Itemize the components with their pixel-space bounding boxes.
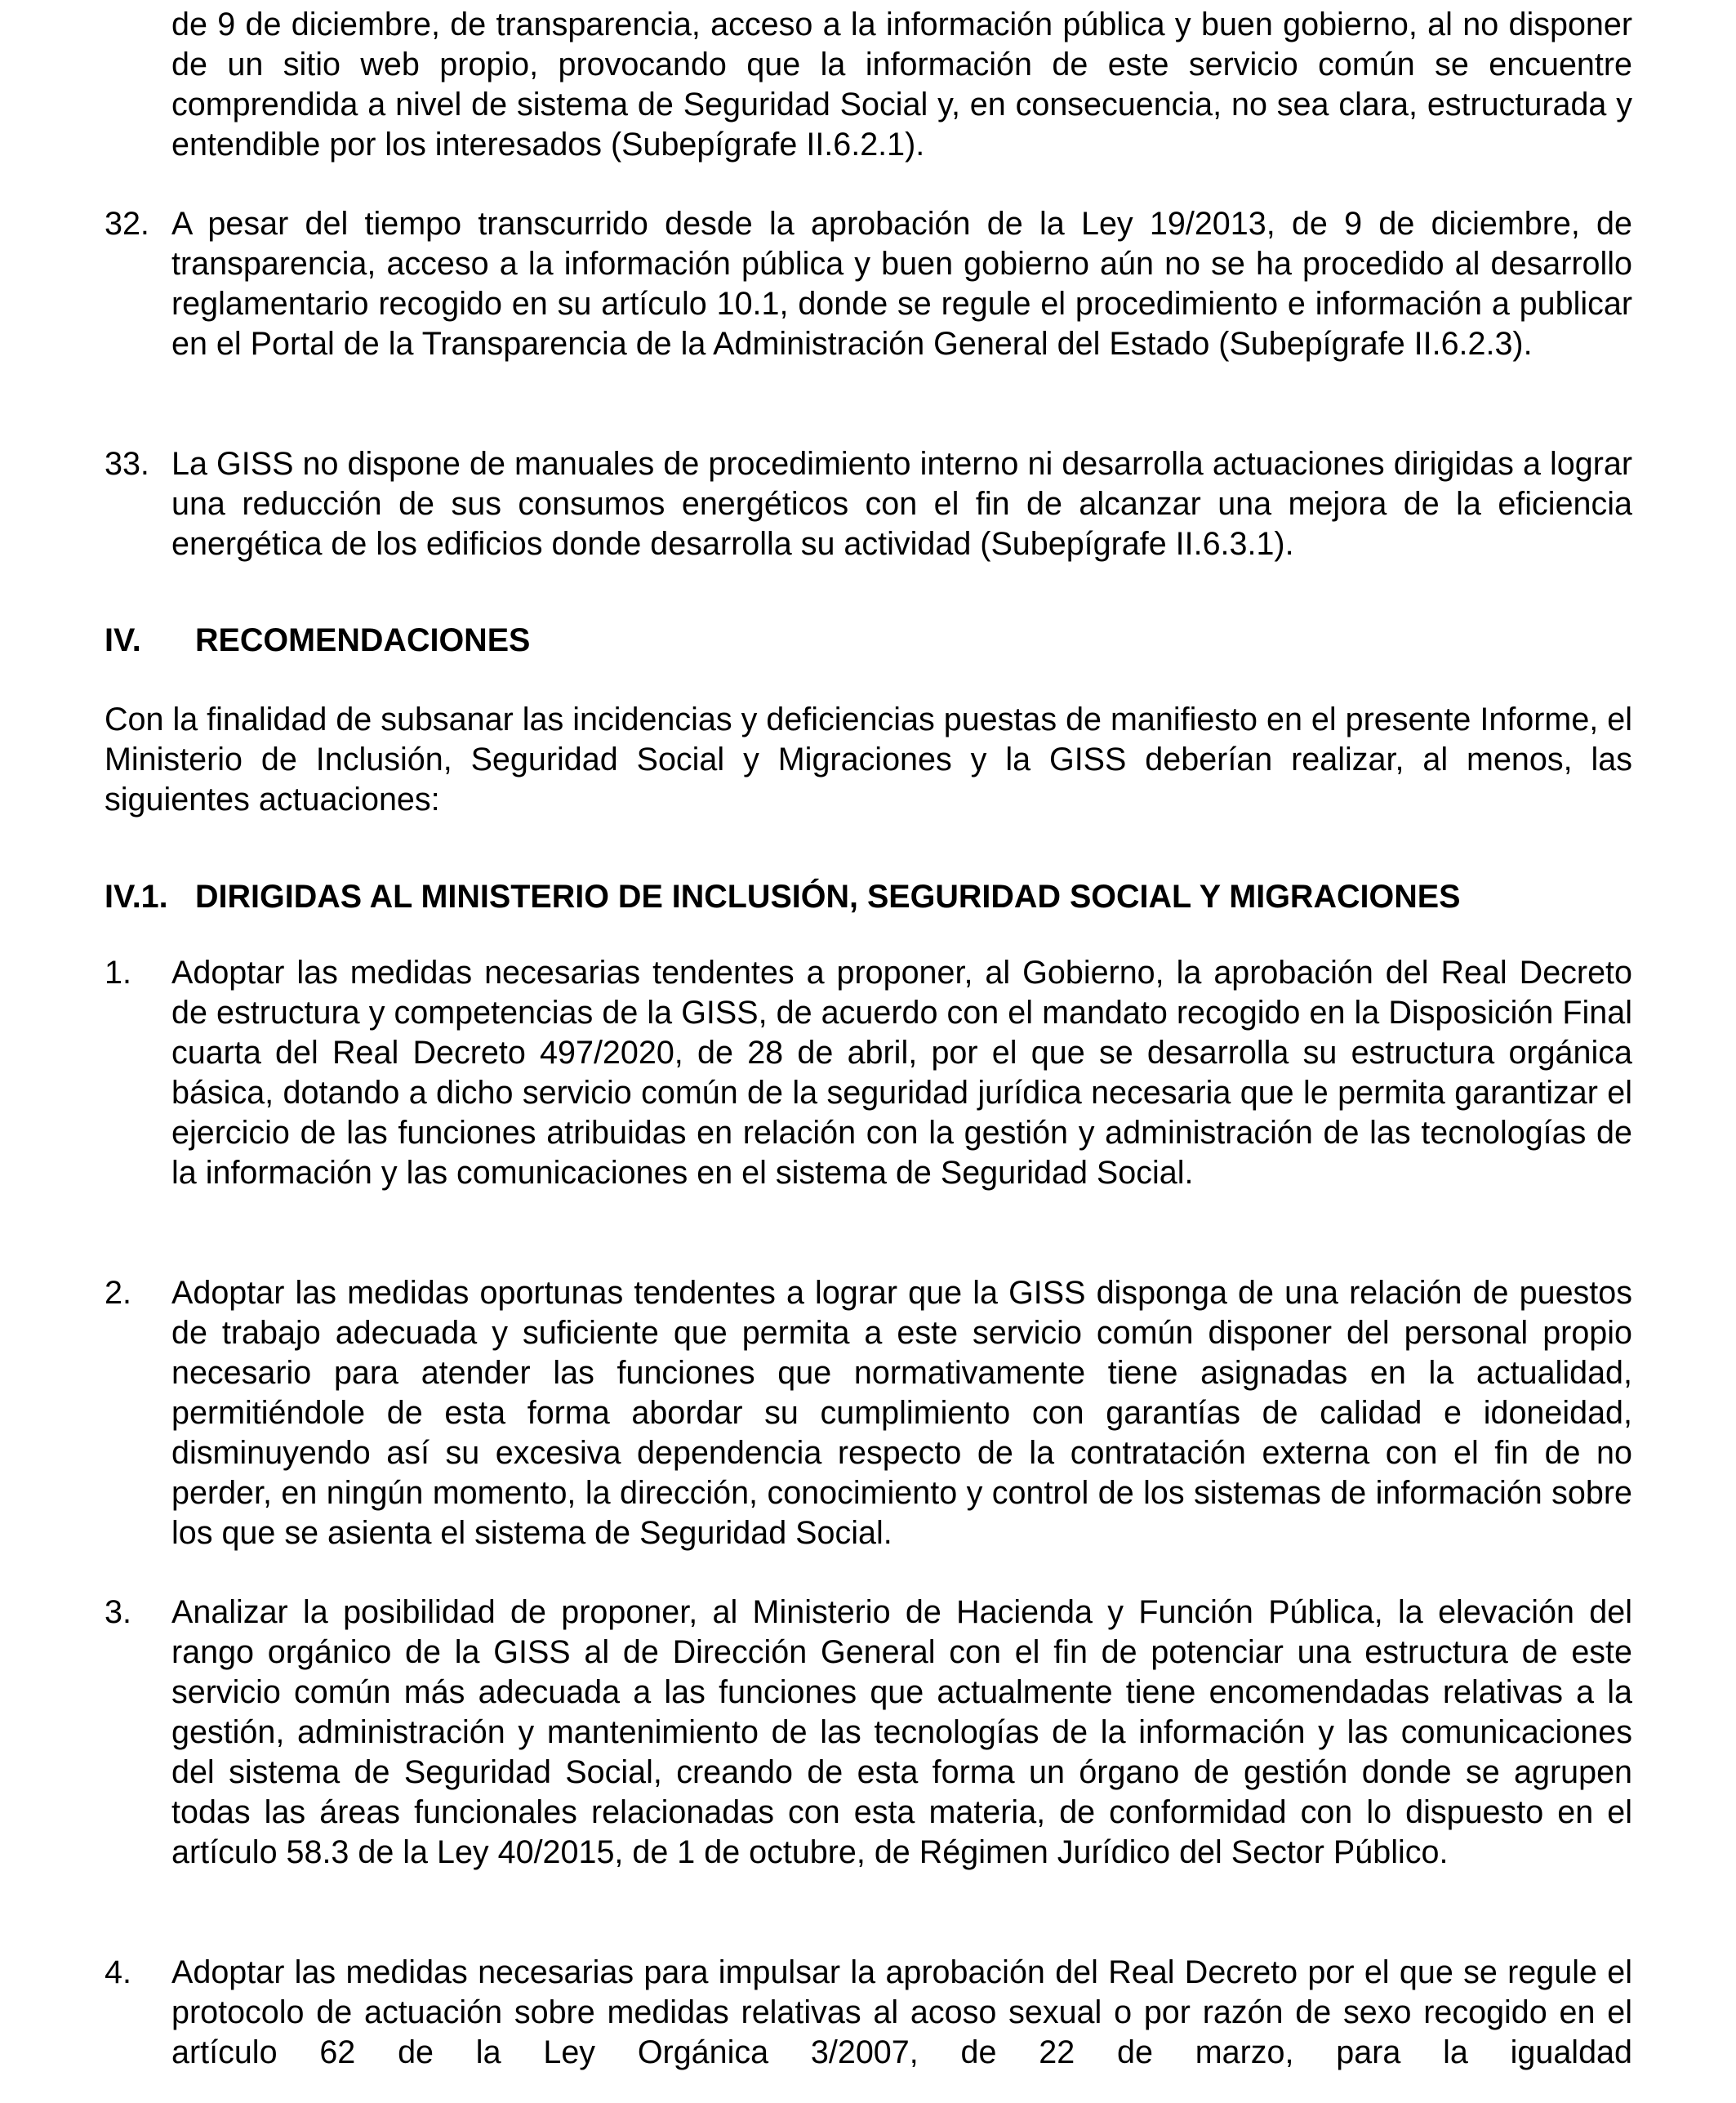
recommendation-number: 1.: [105, 955, 131, 991]
section-intro: Con la finalidad de subsanar las incidencias y deficiencias puestas de manifiesto en el presente Informe, el Ministerio de Inclusión, Seguridad Social y Migraciones y la GISS deberían realizar, al menos, las siguientes actuaciones:: [105, 702, 1632, 818]
recommendation-text: Adoptar las medidas oportunas tendentes a lograr que la GISS disponga de una relación de puestos de trabajo adecuada y suficiente que permita a este servicio común disponer del personal propio necesario para atender las funciones que normativamente tiene asignadas en la actualidad, permitiéndole de esta forma abordar su cumplimiento con garantías de calidad e idoneidad, disminuyendo así su excesiva dependencia respecto de la contratación externa con el fin de no perder, en ningún momento, la dirección, conocimiento y control de los sistemas de información sobre los que se asienta el sistema de Seguridad Social.: [171, 1275, 1632, 1551]
section-heading: [105, 621, 530, 661]
conclusion-number: 32.: [105, 206, 149, 242]
continuation-text: de 9 de diciembre, de transparencia, acceso a la información pública y buen gobierno, al no disponer de un sitio web propio, provocando que la información de este servicio común se encuentre comprendida a nivel de sistema de Seguridad Social y, en consecuencia, no sea clara, estructurada y entendible por los interesados (Subepígrafe II.6.2.1).: [171, 7, 1632, 163]
recommendation-number: 2.: [105, 1275, 131, 1311]
recommendation-number: 4.: [105, 1954, 131, 1990]
conclusion-text: A pesar del tiempo transcurrido desde la aprobación de la Ley 19/2013, de 9 de diciembre, de transparencia, acceso a la información pública y buen gobierno aún no se ha procedido al desarrollo reglamentario recogido en su artículo 10.1, donde se regule el procedimiento e información a publicar en el Portal de la Transparencia de la Administración General del Estado (Subepígrafe II.6.2.3).: [171, 206, 1632, 362]
section-number: IV.: [105, 622, 141, 658]
recommendation-text: Adoptar las medidas necesarias para impulsar la aprobación del Real Decreto por el que se regule el protocolo de actuación sobre medidas relativas al acoso sexual o por razón de sexo recogido en el artículo 62 de la Ley Orgánica 3/2007, de 22 de marzo, para la igualdad: [171, 1954, 1632, 2070]
recommendation-number: 3.: [105, 1594, 131, 1630]
conclusion-text: La GISS no dispone de manuales de procedimiento interno ni desarrolla actuaciones dirigidas a lograr una reducción de sus consumos energéticos con el fin de alcanzar una mejora de la eficiencia energética de los edificios donde desarrolla su actividad (Subepígrafe II.6.3.1).: [171, 446, 1632, 562]
subsection-number: IV.1.: [105, 879, 168, 915]
subsection-heading: [105, 877, 1460, 917]
subsection-title: DIRIGIDAS AL MINISTERIO DE INCLUSIÓN, SEGURIDAD SOCIAL Y MIGRACIONES: [195, 879, 1461, 915]
recommendation-text: Adoptar las medidas necesarias tendentes a proponer, al Gobierno, la aprobación del Real Decreto de estructura y competencias de la GISS, de acuerdo con el mandato recogido en la Disposición Final cuarta del Real Decreto 497/2020, de 28 de abril, por el que se desarrolla su estructura orgánica básica, dotando a dicho servicio común de la seguridad jurídica necesaria que le permita garantizar el ejercicio de las funciones atribuidas en relación con la gestión y administración de las tecnologías de la información y las comunicaciones en el sistema de Seguridad Social.: [171, 955, 1632, 1191]
conclusion-number: 33.: [105, 446, 149, 482]
section-title: RECOMENDACIONES: [195, 622, 531, 658]
recommendation-text: Analizar la posibilidad de proponer, al Ministerio de Hacienda y Función Pública, la elevación del rango orgánico de la GISS al de Dirección General con el fin de potenciar una estructura de este servicio común más adecuada a las funciones que actualmente tiene encomendadas relativas a la gestión, administración y mantenimiento de las tecnologías de la información y las comunicaciones del sistema de Seguridad Social, creando de esta forma un órgano de gestión donde se agrupen todas las áreas funcionales relacionadas con esta materia, de conformidad con lo dispuesto en el artículo 58.3 de la Ley 40/2015, de 1 de octubre, de Régimen Jurídico del Sector Público.: [171, 1594, 1632, 1870]
